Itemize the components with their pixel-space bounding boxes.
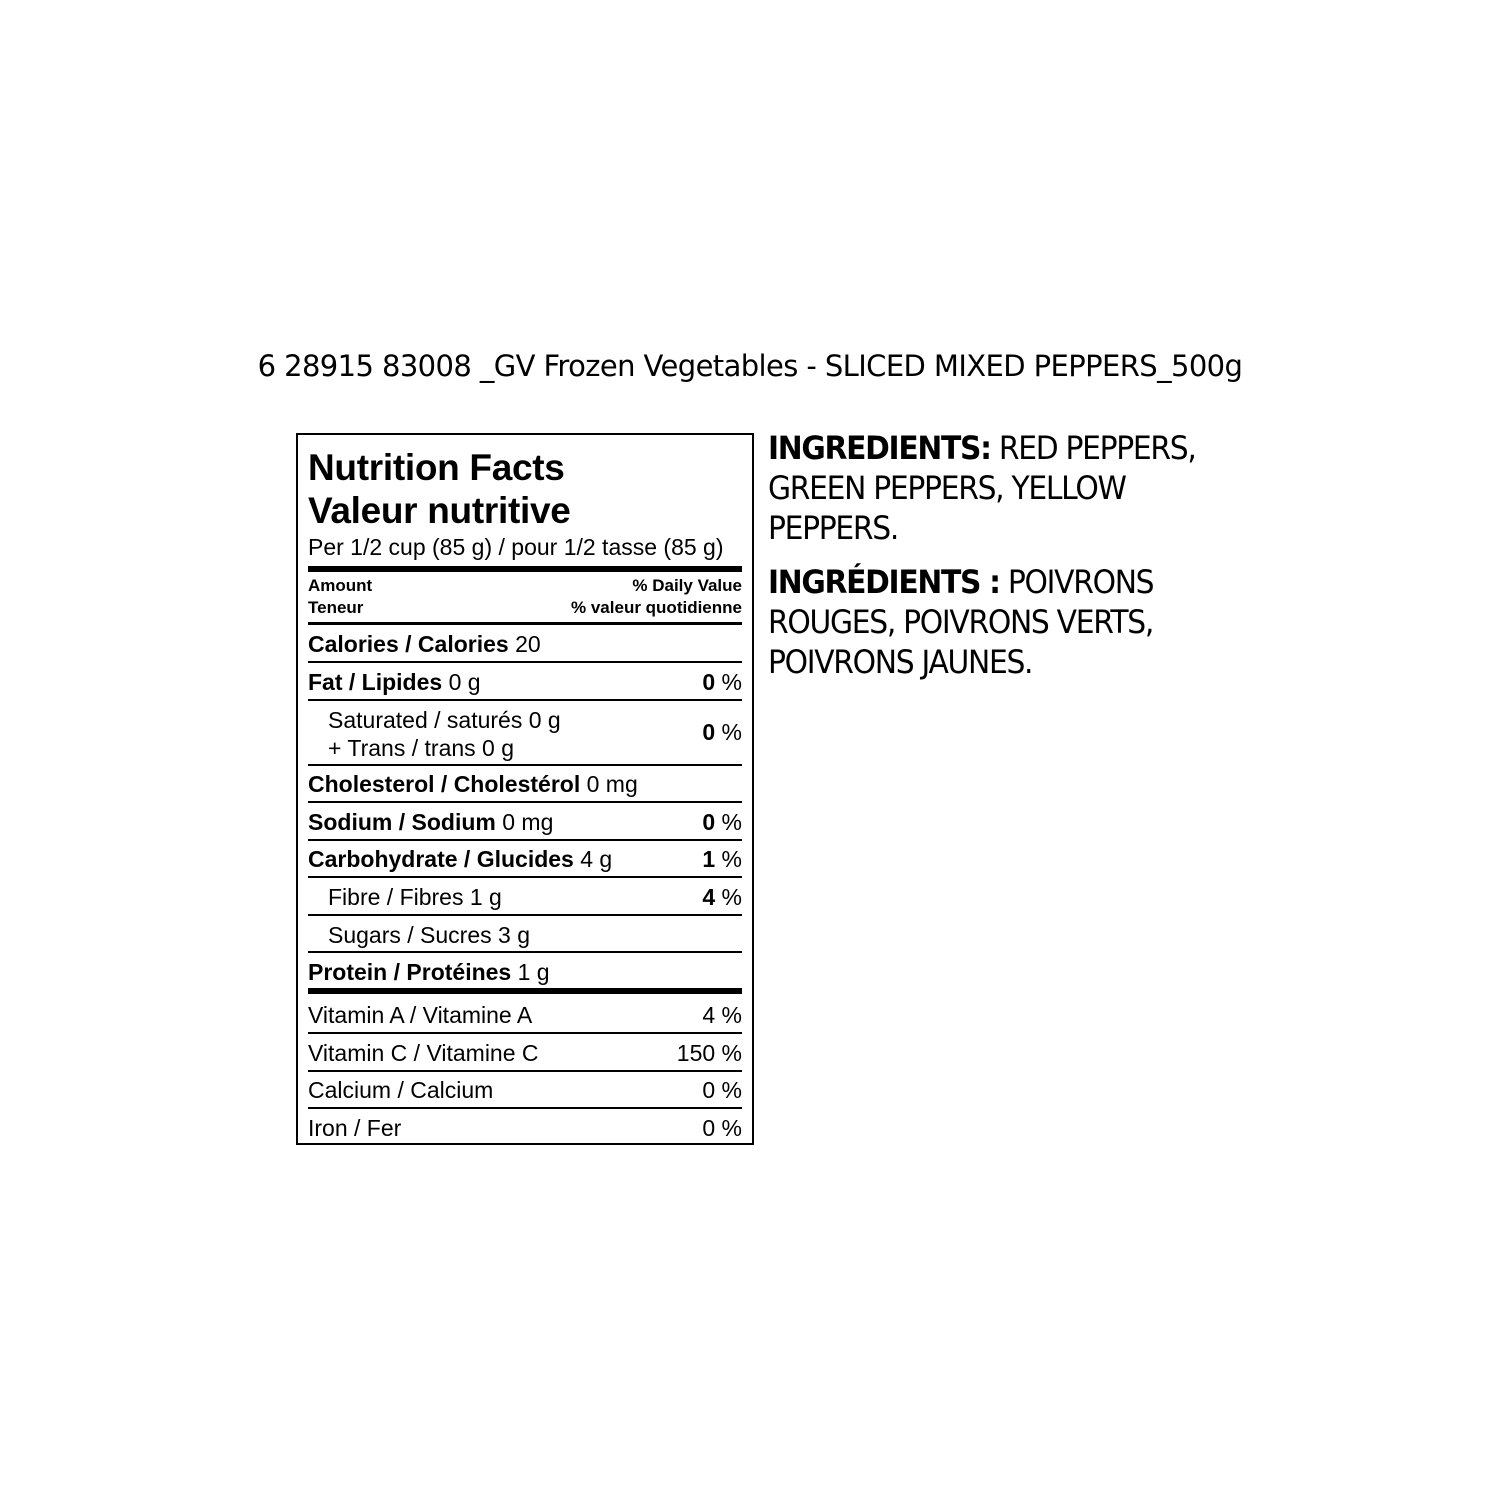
calories-value: 20: [515, 631, 541, 657]
nutrition-title-en: Nutrition Facts: [308, 447, 565, 488]
divider: [308, 1032, 742, 1034]
vitamin-a-value: 4 %: [702, 1002, 742, 1028]
sat-trans-dv: [702, 718, 742, 746]
ingredients-fr-heading: INGRÉDIENTS :: [768, 563, 1000, 601]
divider: [308, 951, 742, 953]
fat-dv: [702, 668, 742, 696]
serving-size: Per 1/2 cup (85 g) / pour 1/2 tasse (85 g): [308, 534, 724, 560]
fibre-dv-number: 4: [702, 884, 716, 910]
carbohydrate-amount: 4 g: [580, 846, 613, 872]
protein-amount: 1 g: [517, 959, 550, 985]
ingredients-en-line1: [768, 428, 1419, 468]
carbohydrate-dv-number: 1: [702, 846, 716, 872]
ingredients-fr-line1: [768, 562, 1419, 602]
divider: [308, 914, 742, 916]
iron-value: 0 %: [702, 1115, 742, 1141]
fat-row: [308, 668, 481, 696]
divider: [308, 1107, 742, 1109]
sugars-label: Sugars / Sucres 3 g: [328, 922, 530, 948]
sodium-dv-number: 0: [702, 809, 716, 835]
divider: [308, 699, 742, 701]
fat-amount: 0 g: [448, 669, 481, 695]
divider: [308, 764, 742, 766]
sodium-amount: 0 mg: [502, 809, 554, 835]
fat-dv-number: 0: [702, 669, 716, 695]
calcium-label: Calcium / Calcium: [308, 1077, 494, 1103]
carbohydrate-dv: [702, 845, 742, 873]
cholesterol-row: [308, 770, 638, 798]
ingredients-en-text: RED PEPPERS,: [998, 429, 1196, 467]
divider: [308, 622, 742, 625]
ingredients-en: [768, 428, 1419, 548]
divider: [308, 1070, 742, 1072]
trans-label: + Trans / trans 0 g: [328, 735, 515, 761]
sodium-dv: [702, 808, 742, 836]
calories-row: [308, 630, 541, 658]
daily-value-label-fr: % valeur quotidienne: [571, 598, 742, 617]
fat-label: Fat / Lipides: [308, 669, 443, 695]
product-title: 6 28915 83008 _GV Frozen Vegetables - SLICED MIXED PEPPERS_500g: [257, 349, 1243, 383]
vitamin-c-label: Vitamin C / Vitamine C: [308, 1040, 539, 1066]
vitamin-c-value: 150 %: [676, 1040, 742, 1066]
ingredients-fr-line2: ROUGES, POIVRONS VERTS,: [768, 603, 1154, 641]
amount-label-fr: Teneur: [308, 598, 364, 617]
fibre-dv: [702, 883, 742, 911]
protein-label: Protein / Protéines: [308, 959, 512, 985]
ingredients-fr: [768, 562, 1419, 682]
nutrition-facts-table: [296, 433, 754, 1145]
sodium-label: Sodium / Sodium: [308, 809, 496, 835]
percent-sign: %: [715, 884, 742, 910]
ingredients-en-heading: INGREDIENTS:: [768, 429, 991, 467]
divider: [308, 876, 742, 878]
percent-sign: %: [715, 809, 742, 835]
sodium-row: [308, 808, 553, 836]
cholesterol-amount: 0 mg: [586, 771, 638, 797]
ingredients-fr-line3: POIVRONS JAUNES.: [768, 643, 1033, 681]
percent-sign: %: [715, 846, 742, 872]
iron-label: Iron / Fer: [308, 1115, 402, 1141]
divider: [308, 839, 742, 841]
calories-label: Calories / Calories: [308, 631, 509, 657]
daily-value-label-en: % Daily Value: [632, 576, 742, 595]
calcium-value: 0 %: [702, 1077, 742, 1103]
divider: [308, 661, 742, 663]
percent-sign: %: [715, 669, 742, 695]
divider: [308, 801, 742, 803]
ingredients-fr-text: POIVRONS: [1007, 563, 1154, 601]
amount-label-en: Amount: [308, 576, 373, 595]
saturated-label: Saturated / saturés 0 g: [328, 707, 561, 733]
nutrition-title-fr: Valeur nutritive: [308, 490, 571, 531]
carbohydrate-row: [308, 845, 612, 873]
carbohydrate-label: Carbohydrate / Glucides: [308, 846, 574, 872]
percent-sign: %: [715, 719, 742, 745]
ingredients-en-line2: GREEN PEPPERS, YELLOW: [768, 469, 1126, 507]
protein-row: [308, 958, 550, 986]
ingredients-en-line3: PEPPERS.: [768, 509, 899, 547]
cholesterol-label: Cholesterol / Cholestérol: [308, 771, 581, 797]
fibre-label: Fibre / Fibres 1 g: [328, 884, 502, 910]
sat-trans-dv-number: 0: [702, 719, 716, 745]
vitamin-a-label: Vitamin A / Vitamine A: [308, 1002, 533, 1028]
divider: [308, 988, 742, 994]
divider: [308, 566, 742, 572]
